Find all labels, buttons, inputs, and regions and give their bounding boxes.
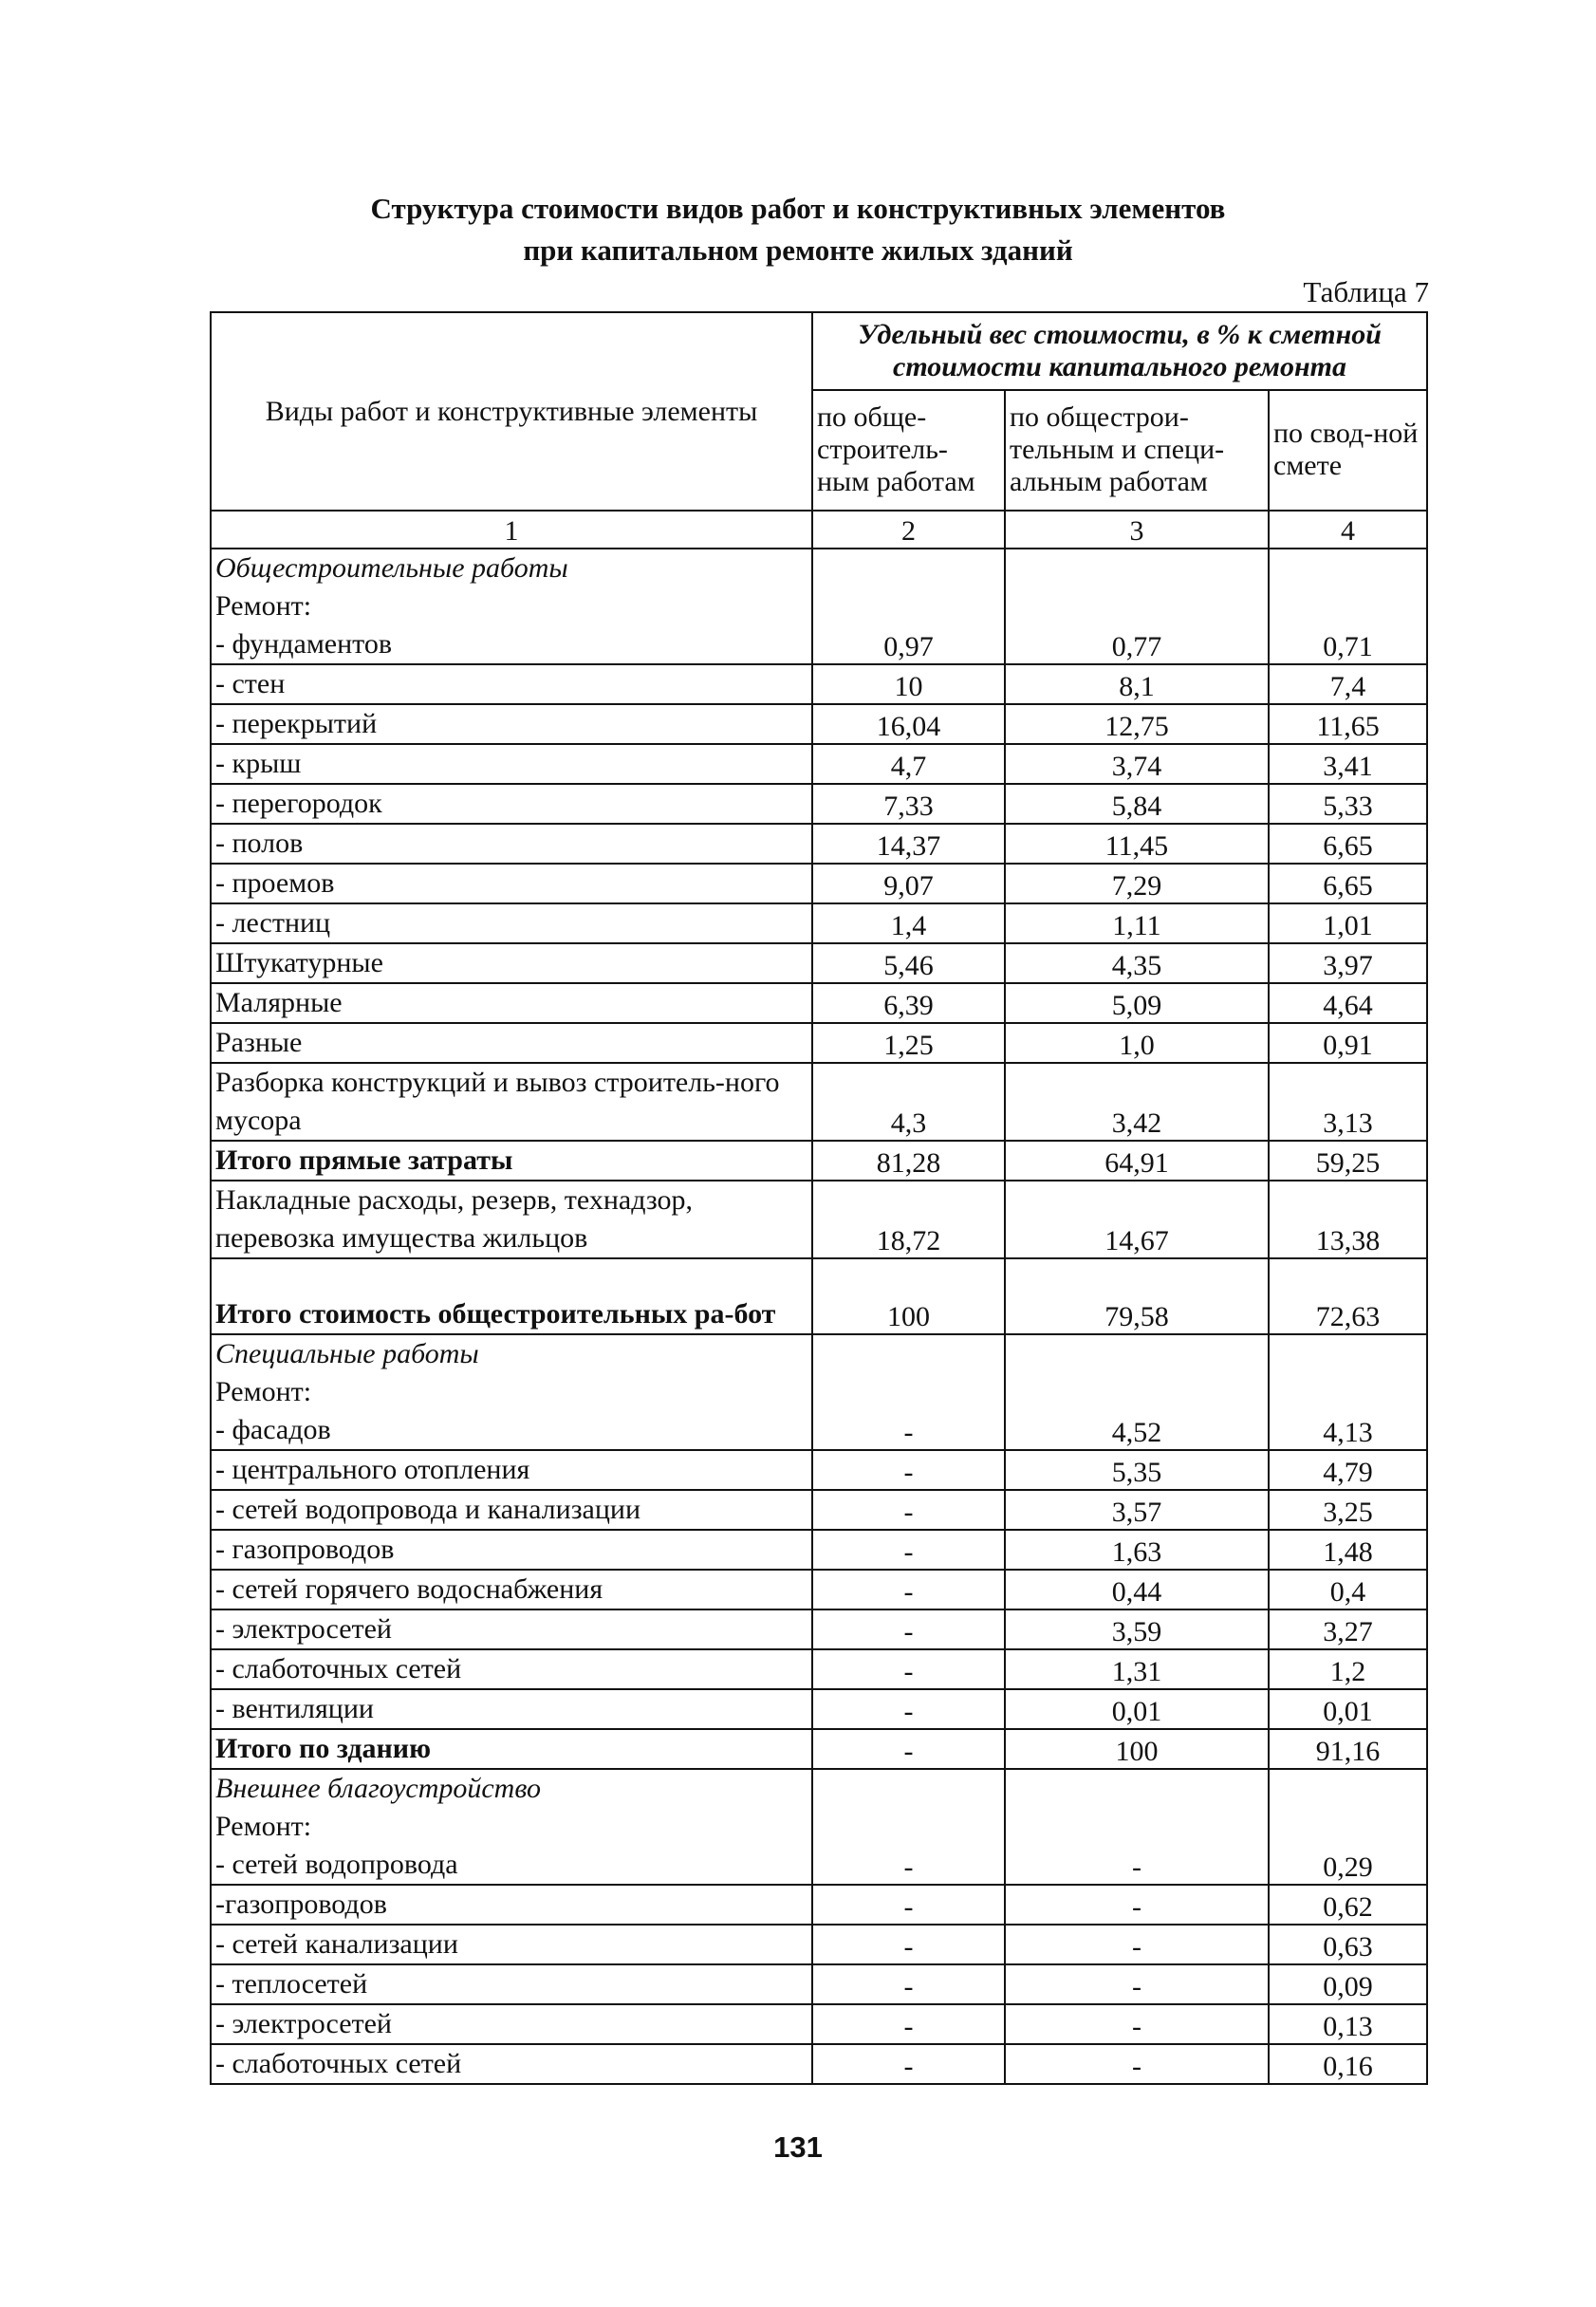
cell-value: 5,09 xyxy=(1111,990,1162,1021)
section-title-external: Внешнее благоустройство xyxy=(215,1773,541,1804)
cell-value: 1,63 xyxy=(1111,1536,1162,1568)
row-label xyxy=(211,983,812,1023)
table-row xyxy=(211,1649,1427,1689)
header-share-group xyxy=(812,312,1427,390)
cell-value: 1,11 xyxy=(1112,910,1161,941)
table-row xyxy=(211,1964,1427,2004)
cell-value: 6,39 xyxy=(883,990,934,1021)
value-col-3 xyxy=(1005,2004,1269,2044)
cell-value: 9,07 xyxy=(883,870,934,902)
row-label-text: - сетей горячего водоснабжения xyxy=(215,1573,603,1605)
row-label xyxy=(211,1063,812,1141)
cell-value: 4,13 xyxy=(1323,1417,1373,1448)
value-col-3 xyxy=(1005,1964,1269,2004)
repair-label: Ремонт: xyxy=(215,590,312,622)
value-col-2 xyxy=(812,549,1005,664)
value-col-2 xyxy=(812,1885,1005,1925)
cell-value: 4,79 xyxy=(1323,1457,1373,1488)
cell-value: 3,27 xyxy=(1323,1616,1373,1647)
row-label-text: - перегородок xyxy=(215,788,382,819)
row-label xyxy=(211,1769,812,1885)
cost-structure-table xyxy=(210,311,1428,2085)
value-col-4 xyxy=(1269,1450,1427,1490)
value-col-2 xyxy=(812,1609,1005,1649)
cell-value: 0,71 xyxy=(1323,631,1373,662)
column-numbers-row xyxy=(211,511,1427,549)
value-col-3 xyxy=(1005,1141,1269,1181)
cell-value: - xyxy=(1132,1931,1141,1963)
table-row xyxy=(211,2044,1427,2084)
row-label xyxy=(211,1334,812,1450)
column-number: 1 xyxy=(211,511,812,549)
value-col-4 xyxy=(1269,983,1427,1023)
value-col-4 xyxy=(1269,1141,1427,1181)
value-col-3 xyxy=(1005,1450,1269,1490)
row-label xyxy=(211,2044,812,2084)
value-col-2 xyxy=(812,664,1005,704)
value-col-4 xyxy=(1269,1181,1427,1258)
value-col-4 xyxy=(1269,1769,1427,1885)
value-col-4 xyxy=(1269,744,1427,784)
table-row xyxy=(211,1769,1427,1885)
value-col-3 xyxy=(1005,1609,1269,1649)
value-col-2 xyxy=(812,983,1005,1023)
value-col-3 xyxy=(1005,1530,1269,1570)
cell-value: - xyxy=(903,1971,914,2002)
cell-value: 10 xyxy=(894,671,923,702)
row-label-text: - центрального отопления xyxy=(215,1454,530,1485)
header-share-group-text: Удельный вес стоимости, в % к сметной стоимости капитального ремонта xyxy=(858,318,1382,382)
row-label-text: - слаботочных сетей xyxy=(215,1653,462,1684)
cell-value: 3,59 xyxy=(1111,1616,1162,1647)
row-label xyxy=(211,704,812,744)
value-col-2 xyxy=(812,1925,1005,1964)
row-label xyxy=(211,1609,812,1649)
value-col-3 xyxy=(1005,943,1269,983)
table-row xyxy=(211,549,1427,664)
cell-value: 1,31 xyxy=(1111,1656,1162,1687)
row-label xyxy=(211,1964,812,2004)
cell-value: 3,13 xyxy=(1323,1107,1373,1139)
value-col-3 xyxy=(1005,1925,1269,1964)
value-col-4 xyxy=(1269,864,1427,903)
value-col-2 xyxy=(812,1649,1005,1689)
cell-value: 5,46 xyxy=(883,950,934,981)
table-row xyxy=(211,943,1427,983)
cell-value: - xyxy=(903,1616,914,1647)
cell-value: 0,01 xyxy=(1111,1696,1162,1727)
repair-label: Ремонт: xyxy=(215,1376,312,1407)
value-col-2 xyxy=(812,824,1005,864)
cell-value: - xyxy=(1132,1851,1141,1883)
cell-value: 0,01 xyxy=(1323,1696,1373,1727)
value-col-4 xyxy=(1269,1925,1427,1964)
cell-value: 1,0 xyxy=(1119,1030,1155,1061)
cell-value: 5,35 xyxy=(1111,1457,1162,1488)
row-label xyxy=(211,549,812,664)
cell-value: - xyxy=(903,1656,914,1687)
value-col-3 xyxy=(1005,983,1269,1023)
value-col-3 xyxy=(1005,903,1269,943)
column-number: 3 xyxy=(1005,511,1269,549)
table-row xyxy=(211,1925,1427,1964)
page-number: 131 xyxy=(773,2130,823,2164)
cell-value: - xyxy=(903,2051,914,2082)
cell-value: 81,28 xyxy=(876,1147,941,1179)
row-label-text: - электросетей xyxy=(215,1613,392,1645)
row-label-text: Итого прямые затраты xyxy=(215,1144,513,1176)
cell-value: - xyxy=(903,1891,914,1923)
row-label xyxy=(211,943,812,983)
document-title xyxy=(0,188,1596,271)
value-col-3 xyxy=(1005,1885,1269,1925)
cell-value: 64,91 xyxy=(1104,1147,1169,1179)
cell-value: 0,16 xyxy=(1323,2051,1373,2082)
row-label-text: - лестниц xyxy=(215,907,331,939)
value-col-4 xyxy=(1269,1689,1427,1729)
cell-value: 3,41 xyxy=(1323,751,1373,782)
cell-value: 7,33 xyxy=(883,791,934,822)
cell-value: 0,77 xyxy=(1111,631,1162,662)
row-label-text: - фундаментов xyxy=(215,628,393,660)
cell-value: - xyxy=(903,1851,914,1883)
cell-value: - xyxy=(903,1576,914,1608)
row-label xyxy=(211,864,812,903)
value-col-2 xyxy=(812,1258,1005,1334)
cell-value: 0,63 xyxy=(1323,1931,1373,1963)
cell-value: 7,29 xyxy=(1111,870,1162,902)
cell-value: 13,38 xyxy=(1315,1225,1381,1256)
row-label-text: - сетей канализации xyxy=(215,1928,458,1960)
value-col-4 xyxy=(1269,704,1427,744)
table-row xyxy=(211,784,1427,824)
cell-value: 6,65 xyxy=(1323,870,1373,902)
value-col-3 xyxy=(1005,1063,1269,1141)
value-col-2 xyxy=(812,1063,1005,1141)
cell-value: 3,57 xyxy=(1111,1497,1162,1528)
cell-value: 18,72 xyxy=(876,1225,941,1256)
table-row xyxy=(211,1450,1427,1490)
cell-value: 0,62 xyxy=(1323,1891,1373,1923)
cell-value: - xyxy=(903,1536,914,1568)
value-col-3 xyxy=(1005,549,1269,664)
cell-value: 100 xyxy=(887,1301,930,1332)
table-row xyxy=(211,1885,1427,1925)
row-label-text: - сетей водопровода xyxy=(215,1849,458,1880)
cell-value: 3,25 xyxy=(1323,1497,1373,1528)
row-label-text: - перекрытий xyxy=(215,708,378,739)
cell-value: 4,64 xyxy=(1323,990,1373,1021)
section-title-general: Общестроительные работы xyxy=(215,552,568,584)
value-col-3 xyxy=(1005,664,1269,704)
value-col-4 xyxy=(1269,664,1427,704)
value-col-4 xyxy=(1269,824,1427,864)
cell-value: 79,58 xyxy=(1104,1301,1169,1332)
table-row xyxy=(211,1689,1427,1729)
table-row xyxy=(211,1141,1427,1181)
row-label xyxy=(211,1925,812,1964)
row-label-text: Итого по зданию xyxy=(215,1733,432,1764)
row-label xyxy=(211,824,812,864)
value-col-2 xyxy=(812,1023,1005,1063)
row-label-text: - газопроводов xyxy=(215,1534,395,1565)
value-col-2 xyxy=(812,1334,1005,1450)
value-col-4 xyxy=(1269,1490,1427,1530)
table-row xyxy=(211,1258,1427,1334)
cell-value: 1,25 xyxy=(883,1030,934,1061)
row-label-text: Разборка конструкций и вывоз строитель-ного мусора xyxy=(215,1067,780,1136)
value-col-3 xyxy=(1005,2044,1269,2084)
row-label-text: Малярные xyxy=(215,987,343,1018)
header-general-works: по обще-строитель-ным работам xyxy=(812,390,1005,511)
table-row xyxy=(211,824,1427,864)
repair-label: Ремонт: xyxy=(215,1811,312,1842)
value-col-2 xyxy=(812,1490,1005,1530)
column-number: 2 xyxy=(812,511,1005,549)
value-col-2 xyxy=(812,1769,1005,1885)
cell-value: 14,37 xyxy=(876,830,941,862)
value-col-3 xyxy=(1005,1023,1269,1063)
cell-value: - xyxy=(903,1696,914,1727)
cell-value: 91,16 xyxy=(1315,1736,1381,1767)
row-label xyxy=(211,664,812,704)
cell-value: 4,35 xyxy=(1111,950,1162,981)
cell-value: 59,25 xyxy=(1315,1147,1381,1179)
value-col-2 xyxy=(812,864,1005,903)
value-col-2 xyxy=(812,943,1005,983)
row-label xyxy=(211,1530,812,1570)
value-col-4 xyxy=(1269,784,1427,824)
value-col-2 xyxy=(812,2004,1005,2044)
title-line-1: Структура стоимости видов работ и конструктивных элементов xyxy=(370,192,1226,225)
cell-value: - xyxy=(903,2011,914,2042)
table-row xyxy=(211,1530,1427,1570)
row-label-text: - стен xyxy=(215,668,286,699)
value-col-2 xyxy=(812,1181,1005,1258)
table-row xyxy=(211,744,1427,784)
row-label-text: Итого стоимость общестроительных ра-бот xyxy=(215,1298,776,1330)
table-row xyxy=(211,864,1427,903)
value-col-3 xyxy=(1005,784,1269,824)
value-col-4 xyxy=(1269,903,1427,943)
cell-value: 4,7 xyxy=(890,751,927,782)
value-col-2 xyxy=(812,744,1005,784)
table-row xyxy=(211,1570,1427,1609)
row-label xyxy=(211,784,812,824)
cell-value: - xyxy=(903,1417,914,1448)
row-label xyxy=(211,2004,812,2044)
header-work-types: Виды работ и конструктивные элементы xyxy=(211,312,812,511)
value-col-2 xyxy=(812,784,1005,824)
table-row xyxy=(211,983,1427,1023)
cell-value: 1,01 xyxy=(1323,910,1373,941)
cell-value: 12,75 xyxy=(1104,711,1169,742)
row-label-text: - слаботочных сетей xyxy=(215,2048,462,2079)
row-label xyxy=(211,1141,812,1181)
value-col-4 xyxy=(1269,1570,1427,1609)
table-row xyxy=(211,704,1427,744)
table-row xyxy=(211,1334,1427,1450)
row-label-text: -газопроводов xyxy=(215,1888,387,1920)
cell-value: 0,13 xyxy=(1323,2011,1373,2042)
cell-value: 3,42 xyxy=(1111,1107,1162,1139)
value-col-3 xyxy=(1005,1649,1269,1689)
cell-value: 1,2 xyxy=(1329,1656,1366,1687)
cell-value: 14,67 xyxy=(1104,1225,1169,1256)
value-col-3 xyxy=(1005,704,1269,744)
cell-value: 0,09 xyxy=(1323,1971,1373,2002)
row-label-text: - сетей водопровода и канализации xyxy=(215,1494,641,1525)
row-label xyxy=(211,1490,812,1530)
cell-value: 1,4 xyxy=(890,910,927,941)
table-row xyxy=(211,2004,1427,2044)
table-row xyxy=(211,1181,1427,1258)
value-col-2 xyxy=(812,704,1005,744)
value-col-3 xyxy=(1005,1258,1269,1334)
table-number: Таблица 7 xyxy=(1303,275,1429,308)
cell-value: - xyxy=(903,1931,914,1963)
cell-value: - xyxy=(903,1736,914,1767)
cell-value: 8,1 xyxy=(1119,671,1155,702)
value-col-3 xyxy=(1005,1570,1269,1609)
cell-value: 72,63 xyxy=(1315,1301,1381,1332)
table-row xyxy=(211,1063,1427,1141)
value-col-4 xyxy=(1269,1258,1427,1334)
value-col-4 xyxy=(1269,1609,1427,1649)
value-col-4 xyxy=(1269,1729,1427,1769)
cell-value: 3,97 xyxy=(1323,950,1373,981)
value-col-4 xyxy=(1269,1063,1427,1141)
cell-value: - xyxy=(903,1457,914,1488)
row-label xyxy=(211,1258,812,1334)
row-label-text: - электросетей xyxy=(215,2008,392,2039)
cell-value: 1,48 xyxy=(1323,1536,1373,1568)
row-label-text: - полов xyxy=(215,828,304,859)
value-col-2 xyxy=(812,1570,1005,1609)
row-label xyxy=(211,1649,812,1689)
row-label xyxy=(211,1689,812,1729)
value-col-4 xyxy=(1269,1964,1427,2004)
value-col-4 xyxy=(1269,943,1427,983)
table-row xyxy=(211,903,1427,943)
cell-value: - xyxy=(1132,2011,1141,2042)
value-col-4 xyxy=(1269,1334,1427,1450)
cell-value: - xyxy=(903,1497,914,1528)
value-col-2 xyxy=(812,1689,1005,1729)
table-row xyxy=(211,1609,1427,1649)
cell-value: 5,33 xyxy=(1323,791,1373,822)
cell-value: 0,97 xyxy=(883,631,934,662)
value-col-2 xyxy=(812,1729,1005,1769)
value-col-2 xyxy=(812,1141,1005,1181)
value-col-4 xyxy=(1269,1023,1427,1063)
value-col-3 xyxy=(1005,1181,1269,1258)
value-col-3 xyxy=(1005,1729,1269,1769)
title-line-2: при капитальном ремонте жилых зданий xyxy=(523,233,1073,267)
value-col-3 xyxy=(1005,824,1269,864)
cell-value: 0,44 xyxy=(1111,1576,1162,1608)
cell-value: 3,74 xyxy=(1111,751,1162,782)
table-row xyxy=(211,1490,1427,1530)
value-col-3 xyxy=(1005,744,1269,784)
value-col-4 xyxy=(1269,549,1427,664)
cell-value: 16,04 xyxy=(876,711,941,742)
cell-value: 0,91 xyxy=(1323,1030,1373,1061)
cell-value: 11,45 xyxy=(1104,830,1169,862)
row-label xyxy=(211,1450,812,1490)
row-label xyxy=(211,1885,812,1925)
cell-value: 100 xyxy=(1115,1736,1159,1767)
table-row xyxy=(211,1729,1427,1769)
cell-value: 5,84 xyxy=(1111,791,1162,822)
value-col-4 xyxy=(1269,1530,1427,1570)
value-col-2 xyxy=(812,1964,1005,2004)
row-label xyxy=(211,1729,812,1769)
row-label xyxy=(211,1570,812,1609)
cell-value: - xyxy=(1132,1891,1141,1923)
value-col-3 xyxy=(1005,1769,1269,1885)
value-col-2 xyxy=(812,903,1005,943)
row-label-text: Накладные расходы, резерв, технадзор, перевозка имущества жильцов xyxy=(215,1184,693,1254)
table-row xyxy=(211,1023,1427,1063)
value-col-2 xyxy=(812,2044,1005,2084)
cell-value: - xyxy=(1132,2051,1141,2082)
row-label-text: Штукатурные xyxy=(215,947,383,978)
value-col-4 xyxy=(1269,2004,1427,2044)
column-number: 4 xyxy=(1269,511,1427,549)
row-label xyxy=(211,1023,812,1063)
value-col-4 xyxy=(1269,2044,1427,2084)
value-col-4 xyxy=(1269,1649,1427,1689)
cell-value: 11,65 xyxy=(1316,711,1380,742)
row-label-text: - фасадов xyxy=(215,1414,331,1445)
value-col-2 xyxy=(812,1530,1005,1570)
row-label xyxy=(211,744,812,784)
row-label-text: - крыш xyxy=(215,748,302,779)
value-col-3 xyxy=(1005,1689,1269,1729)
header-general-special-works: по общестрои-тельным и специ-альным работам xyxy=(1005,390,1269,511)
cell-value: 0,4 xyxy=(1329,1576,1366,1608)
header-summary-estimate: по свод-ной смете xyxy=(1269,390,1427,511)
cell-value: - xyxy=(1132,1971,1141,2002)
row-label-text: - теплосетей xyxy=(215,1968,368,2000)
table-row xyxy=(211,664,1427,704)
value-col-3 xyxy=(1005,1334,1269,1450)
value-col-3 xyxy=(1005,864,1269,903)
value-col-2 xyxy=(812,1450,1005,1490)
cell-value: 6,65 xyxy=(1323,830,1373,862)
cell-value: 7,4 xyxy=(1329,671,1366,702)
row-label-text: - вентиляции xyxy=(215,1693,374,1724)
value-col-4 xyxy=(1269,1885,1427,1925)
row-label-text: - проемов xyxy=(215,867,335,899)
row-label xyxy=(211,903,812,943)
cell-value: 4,3 xyxy=(890,1107,927,1139)
row-label xyxy=(211,1181,812,1258)
cell-value: 4,52 xyxy=(1111,1417,1162,1448)
value-col-3 xyxy=(1005,1490,1269,1530)
section-title-special: Специальные работы xyxy=(215,1338,479,1369)
row-label-text: Разные xyxy=(215,1027,303,1058)
cell-value: 0,29 xyxy=(1323,1851,1373,1883)
